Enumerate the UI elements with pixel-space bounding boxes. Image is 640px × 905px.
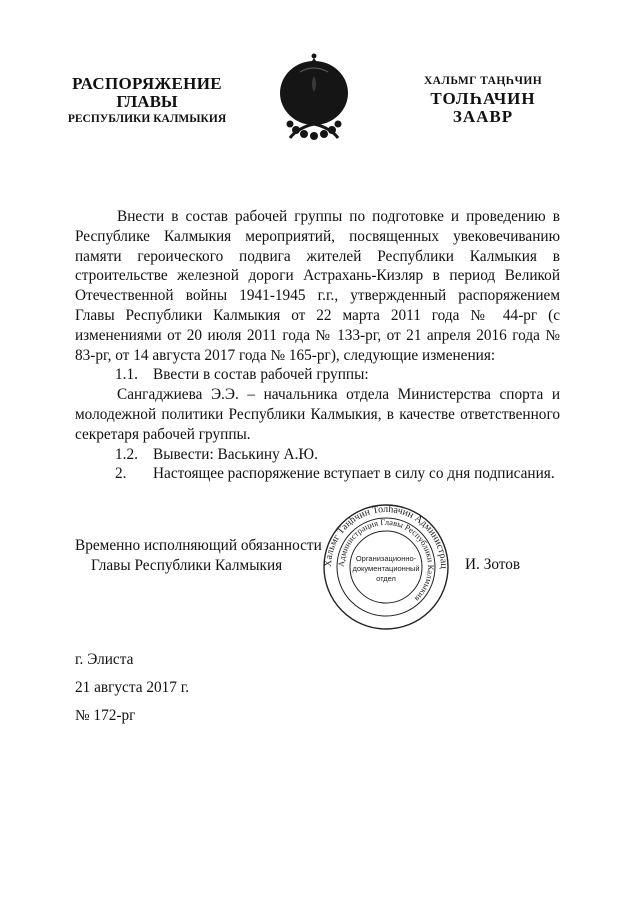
signer-position-line2: Главы Республики Калмыкия: [91, 557, 283, 574]
header-left-block: [62, 75, 232, 125]
doc-type-subtitle: ГЛАВЫ: [116, 91, 178, 111]
kalmyk-title-line1: ХАЛЬМГ ТАҢҺЧИН: [423, 75, 543, 87]
issue-date: 21 августа 2017 г.: [75, 679, 190, 696]
document-number: № 172-рг: [75, 707, 136, 724]
republic-name: РЕСПУБЛИКИ КАЛМЫКИЯ: [67, 112, 227, 125]
document-footer: [75, 648, 189, 732]
kalmyk-title-line2: ТОЛҺАЧИН: [430, 88, 536, 108]
stamp-outer-text: Хальмг Таңһчин Толһачин Администрац: [322, 503, 450, 569]
header-right-block: [408, 75, 558, 127]
item-number: 2.: [115, 465, 127, 483]
official-stamp-icon: [322, 503, 450, 631]
signer-position: [75, 536, 325, 576]
stamp-inner-text: Администрация Главы Республики Калмыкия: [335, 516, 437, 604]
stamp-center-line1: Организационно-: [355, 554, 417, 563]
item-2: [75, 464, 560, 484]
kalmyk-title-line3: ЗААВР: [452, 107, 514, 127]
signer-position-line1: Временно исполняющий обязанности: [75, 537, 322, 554]
item-number: 1.2.: [115, 445, 138, 463]
item-1-1-detail: Сангаджиева Э.Э. – начальника отдела Министерства спорта и молодежной политики Республики Калмыкия, в качестве ответственного секретаря рабочей группы.: [75, 386, 560, 443]
issue-city: г. Элиста: [75, 651, 134, 668]
item-text: Ввести в состав рабочей группы:: [153, 366, 369, 384]
stamp-center-line2: документационный: [352, 564, 420, 573]
document-body: [75, 207, 560, 484]
item-text: Вывести: Васькину А.Ю.: [153, 445, 318, 463]
intro-paragraph: Внести в состав рабочей группы по подготовке и проведению в Республике Калмыкия мероприятий, посвященных увековечиванию памяти героического подвига жителей Республики Калмыкия в строительстве железной дороги Астрахань-Кизляр в период Великой Отечественной войны 1941-1945 г.г., утвержденный распоряжением Главы Республики Калмыкия от 22 марта 2011 года № 44-рг (с изменениями от 20 июля 2011 года № 133-рг, от 21 апреля 2016 года № 83-рг, от 14 августа 2017 года № 165-рг), следующие изменения:: [75, 208, 560, 364]
stamp-center-line3: отдел: [376, 574, 396, 583]
doc-type-title: РАСПОРЯЖЕНИЕ: [72, 74, 222, 93]
item-1-1: [75, 365, 560, 385]
item-1-2: [75, 445, 560, 465]
item-number: 1.1.: [115, 366, 138, 384]
item-text: Настоящее распоряжение вступает в силу со дня подписания.: [153, 465, 555, 483]
republic-emblem-icon: [270, 52, 358, 142]
signer-name: И. Зотов: [465, 556, 521, 573]
